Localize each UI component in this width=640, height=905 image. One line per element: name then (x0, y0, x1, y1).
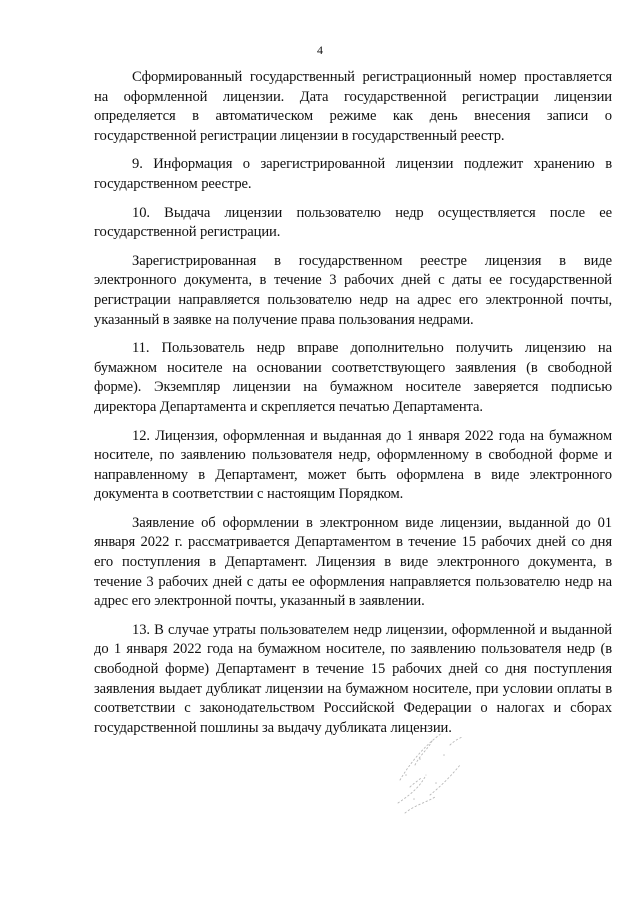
paragraph-registration-number: Сформированный государственный регистрационный номер проставляется на оформленной лицензии. Дата государственной регистрации лицензии определяется в автоматическом режиме как день внесения записи о государственной регистрации лицензии в государственный реестр. (94, 69, 612, 144)
page-number: 4 (317, 43, 323, 57)
paragraph-11: 11. Пользователь недр вправе дополнительно получить лицензию на бумажном носителе на основании соответствующего заявления (в свободной форме). Экземпляр лицензии на бумажном носителе заверяется подписью директора Департамента и скрепляется печатью Департамента. (94, 340, 612, 415)
paragraph-13: 13. В случае утраты пользователем недр лицензии, оформленной и выданной до 1 января 2022 года на бумажном носителе, по заявлению пользователя недр (в свободной форме) Департамент в течение 15 рабочих дней со дня поступления заявления выдает дубликат лицензии на бумажном носителе, при условии оплаты в соответствии с законодательством Российской Федерации о налогах и сборах государственной пошлины за выдачу дубликата лицензии. (94, 621, 612, 736)
paragraph-9: 9. Информация о зарегистрированной лицензии подлежит хранению в государственном реестре. (94, 156, 612, 192)
signature-mark (370, 725, 480, 835)
paragraph-10: 10. Выдача лицензии пользователю недр осуществляется после ее государственной регистрации. (94, 204, 612, 241)
document-body (94, 68, 612, 747)
paragraph-10-delivery: Зарегистрированная в государственном реестре лицензия в виде электронного документа, в течение 3 рабочих дней с даты ее государственной регистрации направляется пользователю недр на адрес его электронной почты, указанный в заявке на получение права пользования недрами. (94, 252, 612, 328)
paragraph-12-application: Заявление об оформлении в электронном виде лицензии, выданной до 01 января 2022 г. рассматривается Департаментом в течение 15 рабочих дней со дня его поступления в Департамент. Лицензия в виде электронного документа, в течение 3 рабочих дней с даты ее оформления направляется пользователю недр на адрес его электронной почты, указанный в заявлении. (94, 514, 612, 610)
paragraph-12: 12. Лицензия, оформленная и выданная до 1 января 2022 года на бумажном носителе, по заявлению пользователя недр, оформленному в свободной форме и направленному в Департамент, может быть оформлена в виде электронного документа в соответствии с настоящим Порядком. (94, 427, 612, 503)
